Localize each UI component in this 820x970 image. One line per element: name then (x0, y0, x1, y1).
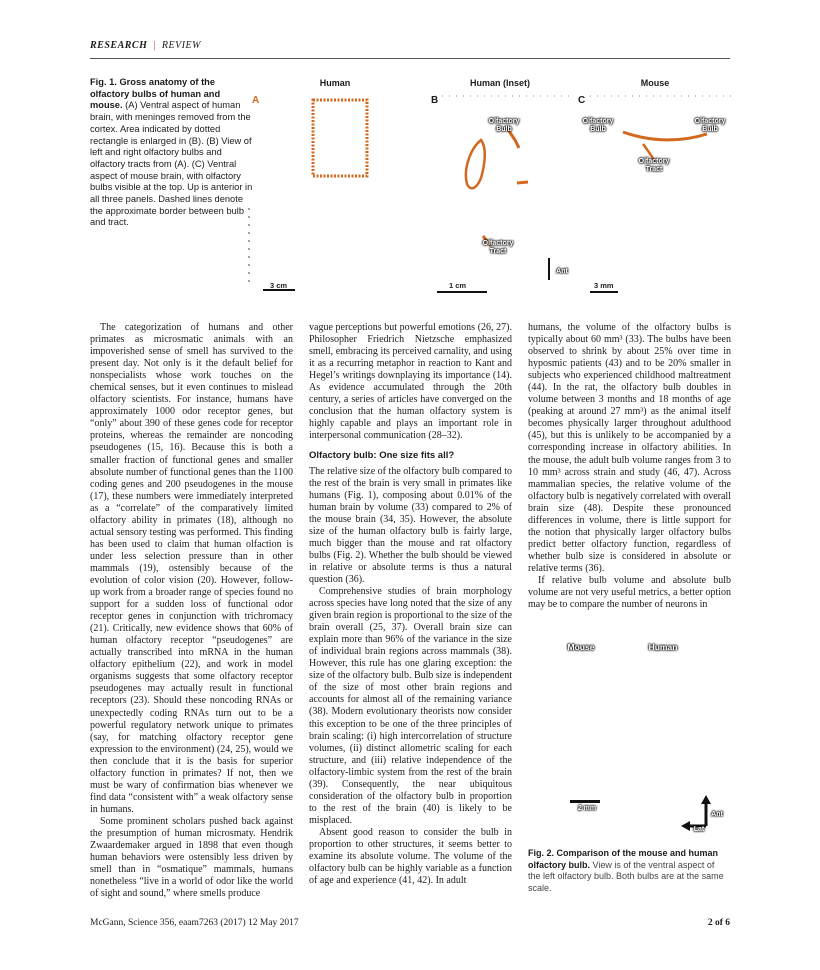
fig1-title-mouse: Mouse (640, 78, 670, 88)
fig1-panel-c-letter: C (578, 95, 586, 106)
fig1-caption (90, 77, 255, 229)
fig2-caption-body: View is of the ventral aspect of the left olfactory bulb. Both bulbs are at the same scale. (528, 859, 724, 893)
fig1-scale-a-text: 3 cm (270, 281, 288, 290)
col1-paragraph-1: The categorization of humans and other primates as microsmatic animals with an impoverished sense of smell has survived to the present day. Not only is it the default belief for nonspecialists whose work touches on the chemical senses, but it even continues to mislead olfactory scientists. For instance, humans have approximately 1000 odor receptor genes, but “only” about 390 of these genes code for receptor proteins, whereas the remainder are noncoding pseudogenes (15, 16). Because this is both a smaller fraction of functional genes and smaller absolute number of functional genes than the 1100 coding genes and 200 pseudogenes in the mouse (17), these numbers were immediately interpreted as a “correlate” of the comparatively limited olfactory ability in primates (18), although no actual sensory testing was performed. This finding has been used to claim that human olfaction is under less selection pressure than in other mammals (19), ostensibly because of the evolution of color vision (20). However, follow-up work from a broader range of species found no support for a sudden loss of functional odor receptor genes in conjunction with trichromacy (21). Critically, new evidence shows that 60% of human olfactory receptor “pseudogenes” are actually transcribed into mRNA in the human olfactory epithelium (22), and work in model organisms suggests that some olfactory receptor pseudogenes may actually result in functional receptors (23). Should these noncoding RNAs or unexpectedly coding RNAs turn out to be a powerful regulatory network unique to primates (say, for matching olfactory receptor gene expression to the environment) (24, 25), would we then conclude that it is the basis for superior olfactory function in primates? If not, then we must be wary of confirmation bias whenever we find data “consistent with” a weak olfactory sense in humans. (90, 322, 293, 815)
body-column-3 (528, 322, 731, 611)
fig1-tract-fragment (517, 182, 528, 183)
body-column-2 (309, 322, 512, 887)
fig2-label-ant: Ant (711, 811, 723, 818)
fig1-label-bulb-b: Olfactory Bulb (488, 118, 520, 133)
fig2-caption (528, 848, 728, 894)
fig1-title-inset: Human (Inset) (469, 78, 530, 88)
fig1-caption-title: Fig. 1. Gross anatomy of the olfactory bulbs of human and mouse. (90, 77, 221, 111)
header-separator: | (153, 40, 156, 51)
fig1-panel-a-letter: A (252, 95, 260, 106)
col2-paragraph-3: Comprehensive studies of brain morphology across species have long noted that the size of any given brain region is proportional to the size of the brain overall (25, 37). Overall brain size can explain more than 96% of the variance in the size of individual brain regions across mammals (38). However, this rule has one glaring exception: the size of the olfactory bulb. Bulb size is independent of the size of most other brain regions and accounts for almost all of the remaining variance (38). Modern evolutionary theorists now consider this exception to be one of the three principles of brain scaling: (i) high intercorrelation of structure volumes, (ii) distinct allometric scaling for each structure, and (iii) relative independence of the olfactory-limbic system from the rest of the brain (39). Consequently, the near ubiquitous consideration of the olfactory bulb in proportion to the rest of the brain (40) is likely to be misplaced. (309, 585, 513, 826)
fig1-left-bulb-outline (466, 140, 485, 188)
fig2-label-human: Human (648, 642, 678, 652)
fig2-label-lat: Lat (693, 826, 705, 833)
fig1-scale-b-text: 1 cm (449, 281, 467, 290)
fig1-label-tract-b: Olfactory Tract (482, 240, 514, 255)
col2-paragraph-2: The relative size of the olfactory bulb compared to the rest of the brain is very small in primates like humans (Fig. 1), composing about 0.01% of the human brain by volume (33) compared to 2% of the mouse brain (34, 35). However, the absolute size of the human olfactory bulb is fairly large, much bigger than the mouse and rat olfactory bulbs (Fig. 2). Whether the bulb should be viewed in relative or absolute terms is thus a natural question (36). (309, 465, 512, 585)
fig1-label-bulb-c-left: Olfactory Bulb (582, 118, 614, 133)
fig2-scale-bar (570, 800, 600, 803)
page-footer (90, 918, 730, 928)
col3-paragraph-1: humans, the volume of the olfactory bulbs is typically about 60 mm³ (33). The bulbs have been observed to shrink by about 25% over time in hyposmic patients (43) and to be 20% smaller in subjects who experienced childhood maltreatment (44). In the rat, the olfactory bulb doubles in volume between 3 months and 18 months of age (peaking at around 27 mm³) as the animal itself becomes physically larger throughout adulthood (45), but this is unlikely to be accompanied by a corresponding increase in olfactory abilities. In the mouse, the adult bulb volume ranges from 3 to 10 mm³ across strain and study (46, 47). Across mammalian species, the relative volume of the olfactory bulb is negatively correlated with overall brain size (48). Despite these pronounced differences in volume, there is little support for the notion that physically larger olfactory bulbs predict better olfactory function, regardless of whether bulb size is considered in absolute or relative terms (36). (528, 322, 731, 574)
col2-paragraph-1: vague perceptions but powerful emotions (26, 27). Philosopher Friedrich Nietzsche emphasized smell, embracing its perceived carnality, and using it as a recurring metaphor in reaction to Kant and Hegel’s writings downplaying its importance (14). As evidence accumulated through the 20th century, a series of articles have converged on the conclusion that the human olfactory system is highly capable and plays an important role in interpersonal communication (28–32). (309, 322, 512, 442)
fig1-scale-c-text: 3 mm (594, 281, 614, 290)
fig2-ant-arrowhead (701, 795, 711, 804)
fig2-caption-title: Fig. 2. Comparison of the mouse and human olfactory bulb. (528, 848, 719, 870)
section-research: RESEARCH (90, 40, 148, 51)
body-column-1 (90, 322, 293, 900)
fig1-dotted-rectangle (313, 100, 367, 176)
section-heading-olfactory-bulb: Olfactory bulb: One size fits all? (309, 450, 455, 462)
footer-citation: McGann, Science 356, eaam7263 (2017) 12 May 2017 (90, 918, 299, 928)
section-review: REVIEW (161, 40, 201, 51)
col2-paragraph-4: Absent good reason to consider the bulb in proportion to other structures, it seems better to examine its absolute volume. The volume of the olfactory bulb can be highly variable as a function of age and experience (41, 42). In adult (309, 826, 512, 887)
running-header (90, 40, 730, 51)
fig1-caption-body: (A) Ventral aspect of human brain, with meninges removed from the cortex. Area indicated by dotted rectangle is enlarged in (B). (B) View of left and right olfactory bulbs and olfactory tracts from (A). (C) Ventral aspect of mouse brain, with olfactory bulbs visible at the top. Up is anterior in all three panels. Dashed lines denote the approximate border between bulb and tract. (90, 100, 253, 228)
fig2-scale-text: 2 mm (577, 805, 597, 812)
col3-paragraph-2: If relative bulb volume and absolute bulb volume are not very useful metrics, a better option may be to compare the number of neurons in (528, 574, 731, 611)
fig1-scale-bar-b (437, 291, 487, 293)
header-rule (90, 58, 730, 59)
footer-page-number: 2 of 6 (707, 918, 730, 928)
fig1-scale-bar-c (590, 291, 618, 293)
col1-paragraph-2: Some prominent scholars pushed back against the presumption of human microsmaty. Hendrik Zwaardemaker argued in 1898 that even though human behaviors were ostensibly less driven by smell than in “osmatique” mammals, humans nonetheless “live in a world of odor like the world of sight and sound,” where smells produce (90, 815, 293, 900)
fig1-title-human: Human (319, 78, 351, 88)
fig1-label-tract-c: Olfactory Tract (638, 158, 670, 173)
fig1-panel-b-letter: B (431, 95, 439, 106)
fig2-label-mouse: Mouse (567, 642, 595, 652)
fig1-label-bulb-c-right: Olfactory Bulb (694, 118, 726, 133)
fig1-label-ant: Ant (556, 268, 568, 275)
